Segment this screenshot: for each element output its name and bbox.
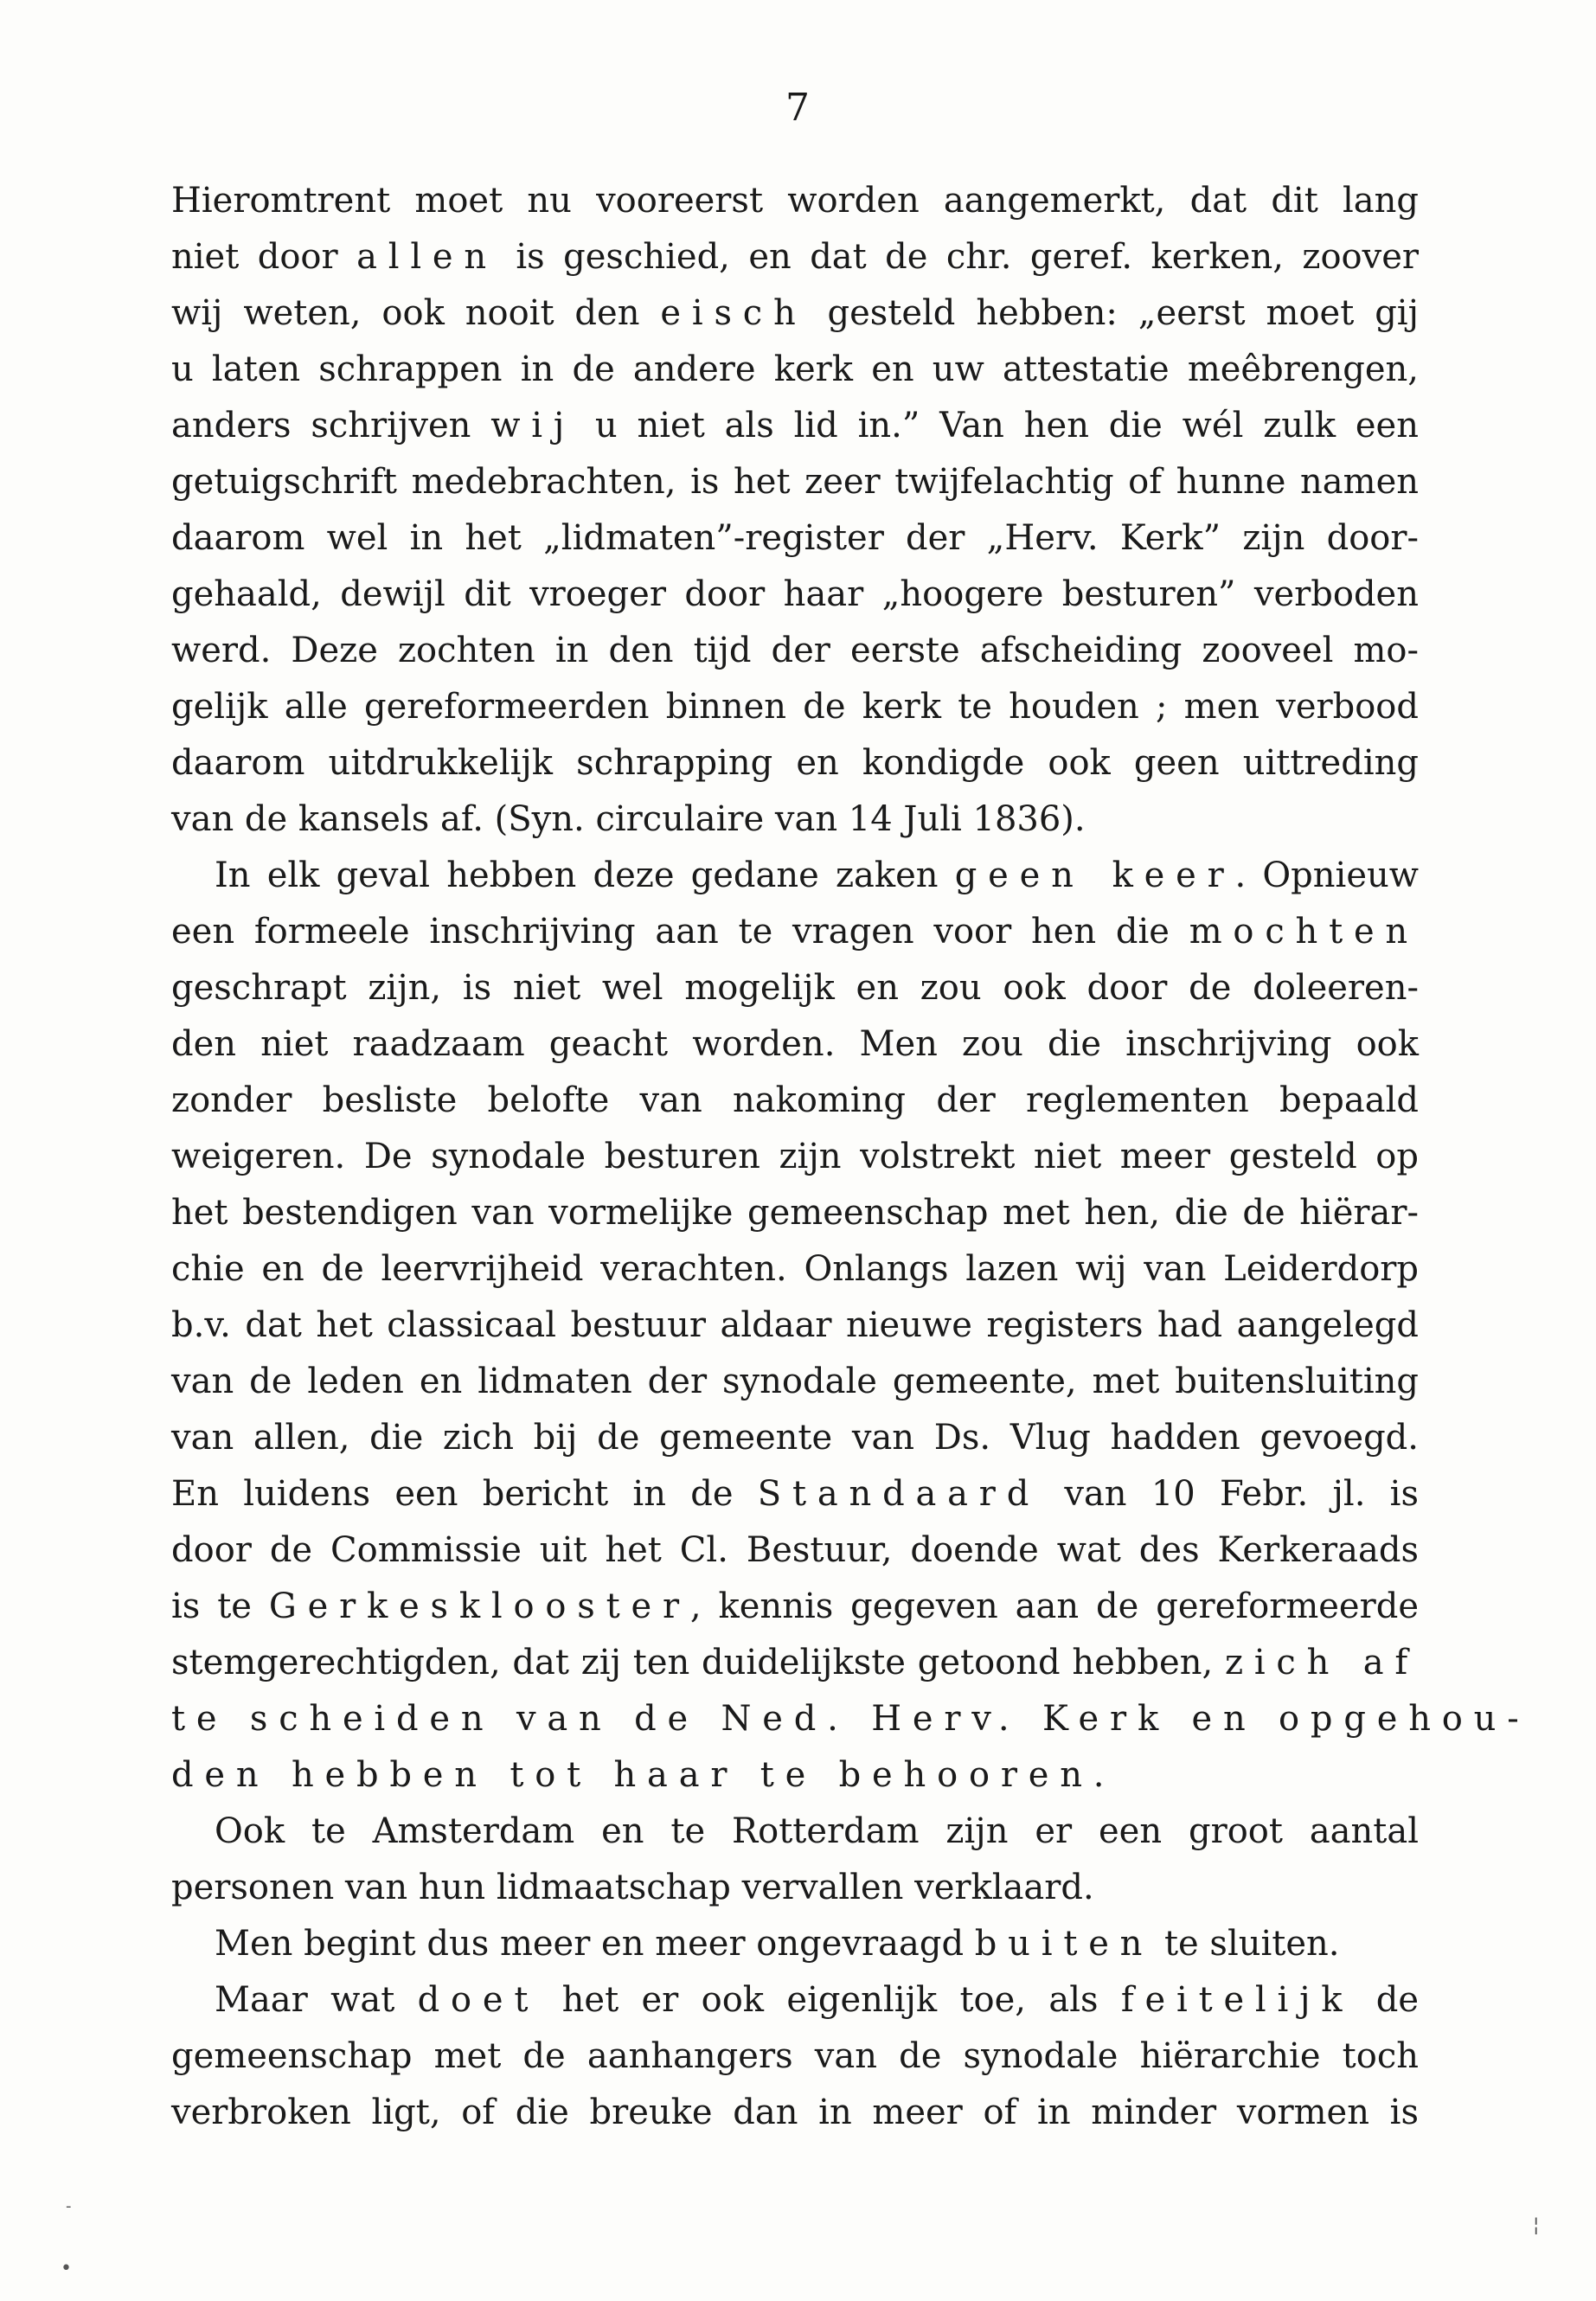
text-line: b.v. dat het classicaal bestuur aldaar nieuwe registers had aangelegd [171, 1305, 1419, 1345]
text-line: gemeenschap met de aanhangers van de synodale hiërarchie toch [171, 2036, 1419, 2076]
page-number: 7 [785, 86, 811, 130]
body-text [171, 173, 1530, 2141]
spaced-emphasis: zich af [1224, 1643, 1420, 1682]
text-line: Men begint dus meer en meer ongevraagd buiten te sluiten. [215, 1924, 1340, 1964]
spaced-emphasis: mochten [1189, 912, 1419, 952]
spaced-emphasis: allen [356, 237, 497, 277]
spaced-emphasis: feitelijk [1120, 1980, 1354, 2020]
text-line: is te Gerkesklooster, kennis gegeven aan de gereformeerde [171, 1586, 1419, 1626]
text-line: door de Commissie uit het Cl. Bestuur, doende wat des Kerkeraads [171, 1530, 1419, 1570]
spaced-emphasis: den hebben tot haar te behooren. [171, 1755, 1116, 1795]
text-line: wij weten, ook nooit den eisch gesteld hebben: „eerst moet gij [171, 293, 1419, 333]
spaced-emphasis: wij [490, 406, 576, 445]
text-line: van allen, die zich bij de gemeente van Ds. Vlug hadden gevoegd. [171, 1418, 1419, 1458]
spaced-emphasis: buiten [974, 1924, 1154, 1964]
text-line: Ook te Amsterdam en te Rotterdam zijn er een groot aantal [215, 1811, 1419, 1851]
text-line: daarom uitdrukkelijk schrapping en kondigde ook geen uittreding [171, 743, 1419, 783]
spaced-emphasis: eisch [660, 293, 807, 333]
text-line: stemgerechtigden, dat zij ten duidelijkste getoond hebben, zich af [171, 1643, 1420, 1682]
spaced-emphasis: Gerkesklooster [268, 1586, 690, 1626]
spaced-emphasis: doet [417, 1980, 540, 2020]
text-line [171, 1747, 1419, 1804]
text-line [171, 1691, 1530, 1747]
margin-bar-mark: ¦ [1533, 2214, 1540, 2236]
text-line: van de leden en lidmaten der synodale gemeente, met buitensluiting [171, 1362, 1419, 1401]
text-line: den niet raadzaam geacht worden. Men zou die inschrijving ook [171, 1024, 1419, 1064]
spaced-emphasis: Standaard [757, 1474, 1041, 1514]
margin-dot-mark: • [61, 2258, 72, 2279]
text-line: zonder besliste belofte van nakoming der reglementen bepaald [171, 1080, 1419, 1120]
text-line: anders schrijven wij u niet als lid in.” Van hen die wél zulk een [171, 406, 1419, 445]
text-line: weigeren. De synodale besturen zijn volstrekt niet meer gesteld op [171, 1137, 1419, 1176]
text-line: verbroken ligt, of die breuke dan in meer of in minder vormen is [171, 2093, 1419, 2132]
text-line: daarom wel in het „lidmaten”-register der „Herv. Kerk” zijn door- [171, 518, 1419, 558]
text-line: het bestendigen van vormelijke gemeenschap met hen, die de hiërar- [171, 1193, 1419, 1233]
text-line: Hieromtrent moet nu vooreerst worden aangemerkt, dat dit lang [171, 181, 1419, 221]
text-line: van de kansels af. (Syn. circulaire van 14 Juli 1836). [171, 799, 1086, 839]
text-line: niet door allen is geschied, en dat de chr. geref. kerken, zoover [171, 237, 1420, 277]
text-line: u laten schrappen in de andere kerk en uw attestatie meêbrengen, [171, 349, 1419, 389]
text-line: Maar wat doet het er ook eigenlijk toe, als feitelijk de [215, 1980, 1419, 2020]
spaced-emphasis: geen keer [954, 856, 1235, 895]
text-line: gehaald, dewijl dit vroeger door haar „hoogere besturen” verboden [171, 574, 1419, 614]
text-line: getuigschrift medebrachten, is het zeer twijfelachtig of hunne namen [171, 462, 1419, 502]
text-line: een formeele inschrijving aan te vragen voor hen die mochten [171, 912, 1419, 952]
text-line: En luidens een bericht in de Standaard van 10 Febr. jl. is [171, 1474, 1420, 1514]
text-line: werd. Deze zochten in den tijd der eerste afscheiding zooveel mo- [171, 631, 1419, 670]
text-line: geschrapt zijn, is niet wel mogelijk en zou ook door de doleeren- [171, 968, 1419, 1008]
margin-dash-mark: - [66, 2197, 72, 2215]
spaced-emphasis: te scheiden van de Ned. Herv. Kerk en opgehou- [171, 1699, 1530, 1739]
text-line: gelijk alle gereformeerden binnen de kerk te houden ; men verbood [171, 687, 1419, 727]
text-line: chie en de leervrijheid verachten. Onlangs lazen wij van Leiderdorp [171, 1249, 1419, 1289]
text-line: In elk geval hebben deze gedane zaken geen keer. Opnieuw [215, 856, 1419, 895]
text-line: personen van hun lidmaatschap vervallen verklaard. [171, 1868, 1094, 1907]
